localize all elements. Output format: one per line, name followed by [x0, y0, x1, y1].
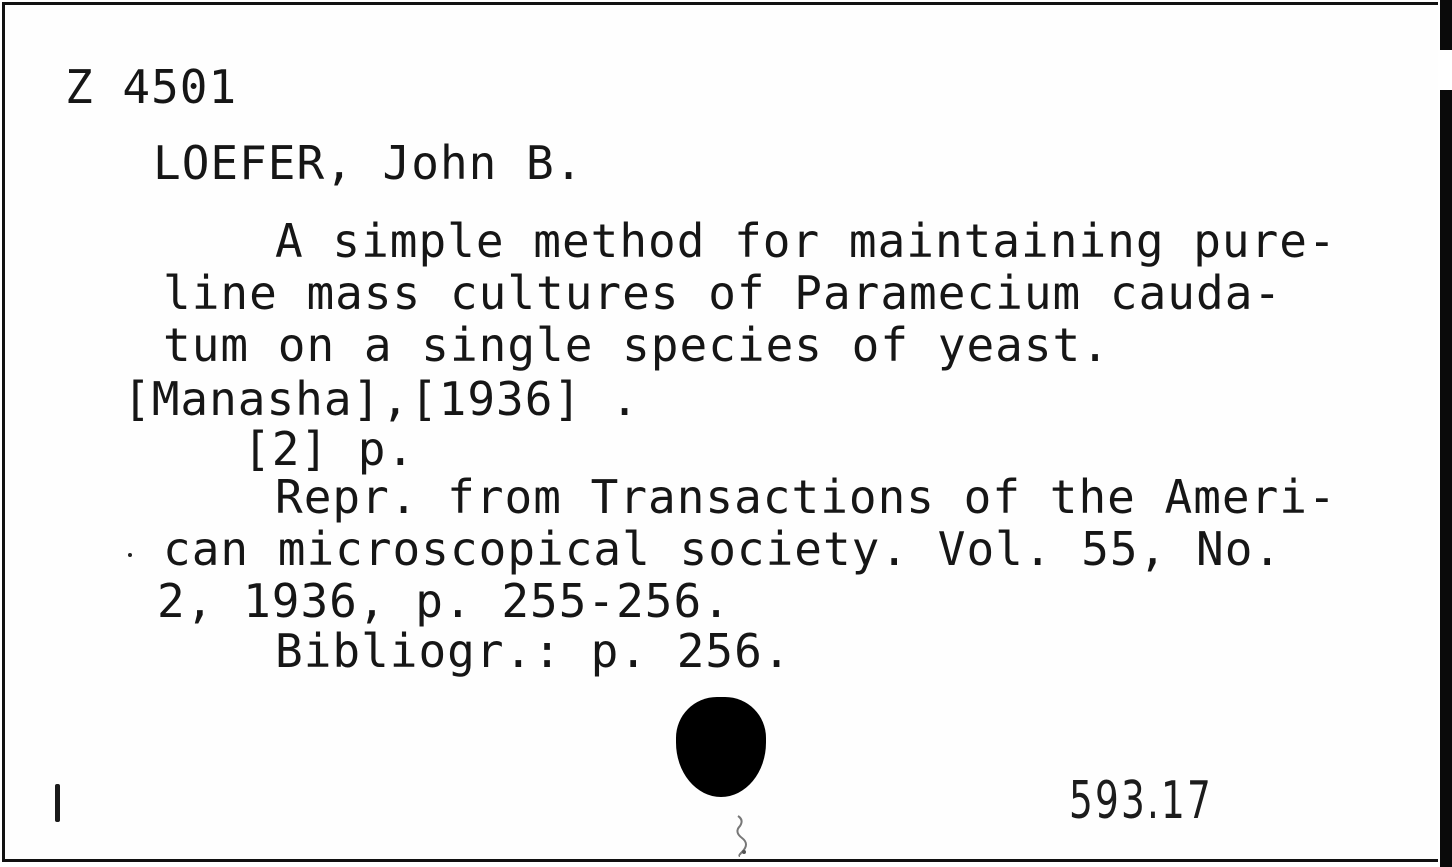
- handwritten-class-number: 593.17: [1069, 771, 1213, 831]
- imprint: [Manasha],[1936] .: [123, 372, 640, 426]
- pencil-tick-mark: [55, 784, 60, 822]
- note-line: can microscopical society. Vol. 55, No.: [163, 522, 1283, 576]
- ink-smudge-icon: [724, 812, 758, 858]
- note-line: 2, 1936, p. 255-256.: [157, 574, 731, 628]
- ink-dot: [128, 553, 132, 557]
- author-heading: LOEFER, John B.: [153, 136, 584, 190]
- bibliography-note: Bibliogr.: p. 256.: [275, 624, 792, 678]
- card-edge: [1440, 0, 1452, 867]
- collation: [2] p.: [243, 422, 416, 476]
- title-line: tum on a single species of yeast.: [163, 318, 1110, 372]
- call-number: Z 4501: [65, 60, 238, 114]
- title-line: line mass cultures of Paramecium cauda-: [163, 266, 1283, 320]
- title-line: A simple method for maintaining pure-: [275, 214, 1337, 268]
- note-line: Repr. from Transactions of the Ameri-: [275, 470, 1337, 524]
